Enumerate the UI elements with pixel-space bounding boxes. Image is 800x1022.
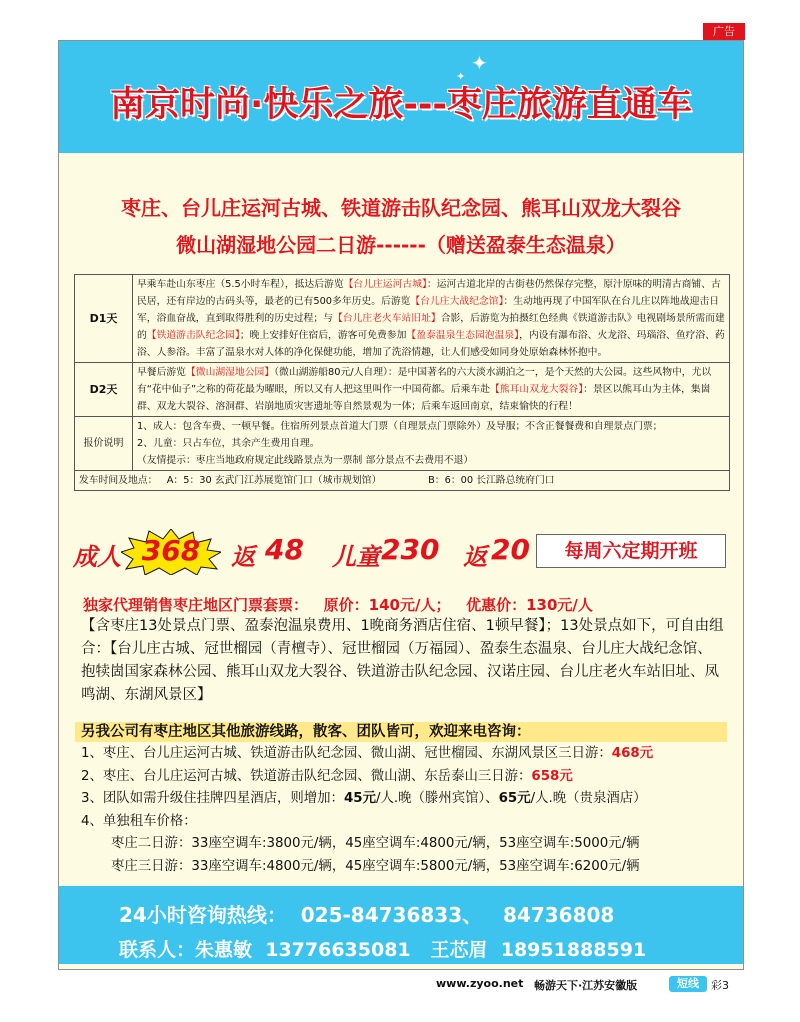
hotel-upgrade	[81, 788, 731, 811]
schedule-badge: 每周六定期开班	[536, 534, 726, 568]
route-item	[81, 766, 731, 789]
subtitle-line-1: 枣庄、台儿庄运河古城、铁道游击队纪念园、熊耳山双龙大裂谷	[121, 196, 681, 220]
desc-text: 早餐后游览	[137, 367, 186, 378]
contact-person: 联系人：朱惠敏 13776635081 王芯眉 18951888591	[119, 939, 647, 961]
price-note-line: 2、儿童：只占车位，其余产生费用自理。	[137, 438, 320, 449]
attraction-highlight: 【台儿庄运河古城】	[343, 279, 427, 290]
desc-text: ，内设有瀑布浴、火龙浴、玛瑙浴、鱼疗浴、药浴、人参浴。丰富了温泉水对人体的净化保健功能，增加了洗浴情趣，让人们感受如同身处原始森林怀抱中。	[137, 330, 725, 358]
child-price: 230	[381, 533, 440, 566]
upgrade-text: 3、团队如需升级住挂牌四星酒店，则增加：	[81, 791, 344, 806]
price-note-text	[133, 417, 730, 471]
day-description	[133, 363, 730, 417]
rental-heading: 4、单独租车价格：	[81, 813, 197, 829]
sparkle-icon: ✦	[456, 70, 466, 83]
route-price: 468元	[611, 746, 654, 761]
adult-label: 成人	[73, 543, 121, 571]
route-price: 658元	[531, 768, 573, 784]
footer-tag: 短线	[669, 976, 707, 992]
title-banner	[59, 41, 743, 153]
attraction-highlight: 【台儿庄大战纪念馆】	[410, 296, 504, 307]
child-refund: 20	[491, 533, 530, 566]
advertisement-frame	[58, 40, 744, 970]
hotline: 24小时咨询热线： 025-84736833、 84736808	[119, 903, 615, 927]
itinerary-row-d2	[75, 363, 730, 417]
page-footer	[0, 976, 800, 994]
itinerary-row-price-note	[75, 417, 730, 471]
ticket-body: 【含枣庄13处景点门票、盈泰泡温泉费用、1晚商务酒店住宿、1顿早餐】；13处景点如下，可自由组合：【台儿庄古城、冠世榴园（青檀寺）、冠世榴园（万福园）、盈泰生态温泉、台儿庄大战纪念馆、抱犊崮国家森林公园、熊耳山双龙大裂谷、铁道游击队纪念园、汉诺庄园、台儿庄老火车站旧址、凤鸣湖、东湖风景区】	[81, 618, 724, 703]
child-label: 儿童	[332, 543, 380, 571]
adult-price: 368	[141, 534, 201, 567]
attraction-highlight: 【铁道游击队纪念园】	[146, 330, 240, 341]
price-row	[59, 529, 743, 577]
adult-refund-label: 返	[231, 543, 255, 571]
rental-price-line: 枣庄二日游：33座空调车:3800元/辆，45座空调车:4800元/辆，53座空调车:5000元/辆	[111, 836, 640, 851]
desc-text: ：运河古道北岸的古街巷仍然保存完整，原汁原味的明清古商铺、古民居，还有岸边的古码头等，最老的已有500多年历史。后游览	[137, 279, 721, 307]
child-refund-label: 返	[463, 543, 487, 571]
desc-text: 早乘车赴山东枣庄（5.5小时车程），抵达后游览	[137, 279, 344, 290]
page-number: 彩3	[711, 979, 729, 992]
desc-text: ；晚上安排好住宿后，游客可免费参加	[239, 330, 407, 341]
desc-text: （微山湖游船80元/人自理）：是中国著名的六大淡水湖泊之一，是个天然的大公园。这些风物中，尤以有“花中仙子”之称的荷花最为曜眼，所以又有人把这里叫作一中国荷都。后乘车赴	[137, 367, 712, 395]
banner-title: 南京时尚·快乐之旅---枣庄旅游直通车	[110, 85, 692, 125]
ad-tag: 广告	[703, 23, 745, 40]
route-item	[81, 743, 731, 766]
day-description	[133, 275, 730, 363]
price-note-line: （友情提示：枣庄当地政府规定此线路景点为一票制 部分景点不去费用不退）	[137, 455, 474, 466]
footer-publication: 畅游天下·江苏安徽版	[534, 979, 638, 992]
upgrade-text: /人.晚（滕州宾馆）、	[375, 791, 499, 806]
upgrade-price: 45元	[343, 791, 376, 806]
day-label: D1天	[75, 275, 133, 363]
desc-text: 合影，后游览为拍摄红色经典《铁道游击队》电视剧场景所需而建的	[137, 313, 725, 341]
other-routes-heading: 另我公司有枣庄地区其他旅游线路，散客、团队皆可，欢迎来电咨询：	[81, 724, 531, 740]
departure-info: 发车时间及地点： A：5：30 玄武门江苏展览馆门口（城市规划馆） B：6：00 长江路总统府门口	[75, 471, 730, 491]
upgrade-price: 65元	[498, 791, 531, 806]
adult-refund: 48	[265, 533, 304, 566]
price-note-line: 1、成人：包含车费、一顿早餐。住宿所列景点首道大门票（自理景点门票除外）及导服；不含正餐餐费和自理景点门票；	[137, 421, 663, 432]
footer-site: www.zyoo.net	[436, 977, 524, 990]
sparkle-icon: ✦	[471, 51, 488, 75]
rental-price-line: 枣庄三日游：33座空调车:4800元/辆，45座空调车:5800元/辆，53座空调车:6200元/辆	[111, 858, 640, 874]
attraction-highlight: 【盈泰温泉生态园泡温泉】	[406, 330, 520, 341]
itinerary-row-departure	[75, 471, 730, 491]
route-text: 2、枣庄、台儿庄运河古城、铁道游击队纪念园、微山湖、东岳泰山三日游：	[81, 768, 532, 784]
ticket-heading: 独家代理销售枣庄地区门票套票： 原价：140元/人； 优惠价：130元/人	[83, 596, 593, 614]
itinerary-row-d1	[75, 275, 730, 363]
attraction-highlight: 【微山湖湿地公园】	[185, 367, 275, 378]
other-routes-list	[81, 743, 731, 878]
upgrade-text: /人.晚（贵泉酒店）	[530, 791, 647, 806]
attraction-highlight: 【熊耳山双龙大裂谷】	[490, 384, 584, 395]
price-note-label: 报价说明	[75, 417, 133, 471]
route-text: 1、枣庄、台儿庄运河古城、铁道游击队纪念园、微山湖、冠世榴园、东湖风景区三日游：	[81, 746, 612, 761]
day-label: D2天	[75, 363, 133, 417]
itinerary-table	[74, 274, 730, 491]
desc-text: ：生动地再现了中国军队在台儿庄以阵地战迎击日军，浴血奋战，直到取得胜利的历史过程；与	[137, 296, 720, 324]
attraction-highlight: 【台儿庄老火车站旧址】	[332, 313, 441, 324]
desc-text: ：景区以熊耳山为主体，集崮群、双龙大裂谷、溶洞群、岩崩地质灾害遗址等自然景观为一体；后乘车返回南京，结束愉快的行程！	[137, 384, 711, 412]
subtitle-line-2: 微山湖湿地公园二日游------（赠送盈泰生态温泉）	[176, 233, 626, 257]
